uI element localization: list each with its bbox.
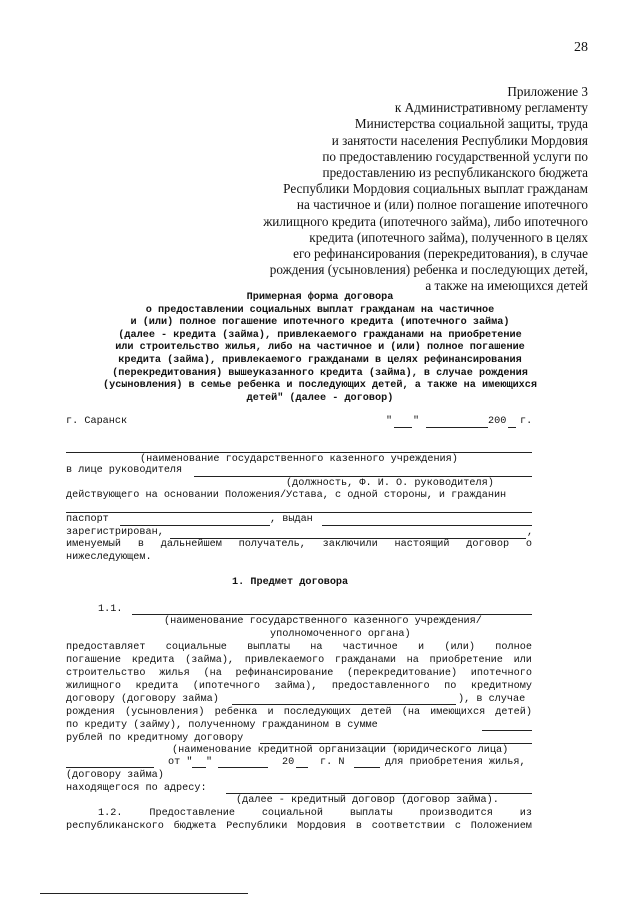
word: республиканского xyxy=(66,821,164,832)
word: дальнейшем xyxy=(160,539,222,550)
position-caption: (должность, Ф. И. О. руководителя) xyxy=(286,478,494,489)
date-suffix: г. xyxy=(520,416,533,427)
word: займа), xyxy=(274,681,318,692)
word: (усыновления) xyxy=(125,707,205,718)
p11-line-5a: договору (договору займа) xyxy=(66,694,219,705)
p11-line-9c: 20 xyxy=(282,757,295,768)
title-line: о предоставлении социальных выплат гражданам на частичное xyxy=(145,304,495,316)
word: ипотечного xyxy=(470,668,532,679)
word: детей) xyxy=(495,707,532,718)
word: рефинансирование xyxy=(235,668,334,679)
word: на xyxy=(310,642,323,653)
issued-by-field[interactable] xyxy=(322,525,532,526)
word: и xyxy=(267,707,274,718)
word: договор xyxy=(466,539,510,550)
title-line: детей" (далее - договор) xyxy=(246,392,394,404)
word: предоставленного xyxy=(331,681,430,692)
word: (на xyxy=(401,707,421,718)
passport-label: паспорт xyxy=(66,514,109,525)
appendix-line: предоставлению из республиканского бюджета xyxy=(322,165,588,181)
appendix-line: жилищного кредита (ипотечного займа), либо ипотечного xyxy=(263,213,588,229)
place: г. Саранск xyxy=(66,416,128,427)
title-line: кредита (займа), привлекаемого гражданами в целях рефинансирования xyxy=(118,354,522,366)
p11-line-9e: для приобретения жилья, xyxy=(385,757,526,768)
word: (на xyxy=(203,668,222,679)
in-person-label: в лице руководителя xyxy=(66,465,183,476)
p11-line-4 xyxy=(66,681,532,692)
word: 1.2. xyxy=(98,808,123,819)
word: привлекаемого xyxy=(244,655,325,666)
date-month-field[interactable] xyxy=(426,427,488,428)
date-day-field[interactable] xyxy=(394,427,412,428)
title-line: (далее - кредита (займа), привлекаемого гражданами на приобретение xyxy=(118,329,522,341)
p12-line-1 xyxy=(98,808,532,819)
word: именуемый xyxy=(66,539,122,550)
word: заключили xyxy=(322,539,378,550)
title-line: и (или) полное погашение ипотечного кредита (ипотечного займа) xyxy=(130,317,510,329)
word: и xyxy=(418,642,425,653)
p11-line-11: находящегося по адресу: xyxy=(66,783,207,794)
word: частичное xyxy=(342,642,398,653)
hereinafter-line xyxy=(66,539,532,550)
p11-line-10: (договору займа) xyxy=(66,770,164,781)
p11-line-6 xyxy=(66,707,532,718)
acting-text: действующего на основании Положения/Устава, с одной стороны, и гражданин xyxy=(66,490,507,501)
word: (или) xyxy=(444,642,475,653)
word: погашение xyxy=(66,655,122,666)
registered-label: зарегистрирован, xyxy=(66,527,164,538)
issued-label: , выдан xyxy=(270,514,313,525)
appendix-line: по предоставлению государственной услуги по xyxy=(322,148,588,164)
word: соответствии xyxy=(371,821,446,832)
title-line: (усыновления) в семье ребенка и последующих детей, а также на имеющихся xyxy=(102,380,538,392)
footnote-divider xyxy=(40,893,248,894)
section-1-title: 1. Предмет договора xyxy=(232,577,349,588)
date-quote-open: " xyxy=(386,416,393,427)
passport-number-field[interactable] xyxy=(120,525,270,526)
word: последующих xyxy=(283,707,351,718)
appendix-line: Приложение 3 xyxy=(507,84,588,99)
word: рождения xyxy=(66,707,115,718)
word: Положением xyxy=(470,821,532,832)
word: бюджета xyxy=(173,821,217,832)
agreement-n-field[interactable] xyxy=(354,767,380,768)
title-line: или строительство жилья, либо на частичное и (или) полное погашение xyxy=(115,342,525,354)
word: из xyxy=(519,808,532,819)
p11-institution-field[interactable] xyxy=(132,614,532,615)
word: кредита xyxy=(135,681,179,692)
word: кредита xyxy=(131,655,175,666)
appendix-line: и занятости населения Республики Мордовия xyxy=(331,132,588,148)
comma: , xyxy=(527,527,534,538)
word: полное xyxy=(495,642,532,653)
appendix-line: Министерства социальной защиты, труда xyxy=(354,116,588,132)
appendix-line: на частичное и (или) полное погашение ипотечного xyxy=(296,197,588,213)
word: о xyxy=(525,539,532,550)
title-line: Примерная форма договора xyxy=(246,292,394,303)
director-field[interactable] xyxy=(194,476,532,477)
title-line: (перекредитования) вышеуказанного кредита (займа), в случае рождения xyxy=(112,367,528,379)
word: выплаты xyxy=(247,642,290,653)
date-year-field[interactable] xyxy=(508,427,516,428)
p12-line-2 xyxy=(66,821,532,832)
p11-caption-2: уполномоченного органа) xyxy=(270,629,411,640)
p11-caption-3: (наименование кредитной организации (юридического лица) xyxy=(172,745,509,756)
agreement-month-field[interactable] xyxy=(218,767,268,768)
word: получатель, xyxy=(238,539,306,550)
p11-line-5b: ), в случае xyxy=(458,694,526,705)
p11-line-3 xyxy=(66,668,532,679)
appendix-line: кредита (ипотечного займа), полученного в целях xyxy=(309,229,588,245)
appendix-line: рождения (усыновления) ребенка и последующих детей, xyxy=(269,262,588,278)
word: выплаты xyxy=(349,808,393,819)
appendix-line: его рефинансирования (перекредитования), в случае xyxy=(293,246,588,262)
p11-line-2 xyxy=(66,655,532,666)
p11-line-9d: г. N xyxy=(320,757,345,768)
p11-line-1 xyxy=(66,642,532,653)
page-number: 28 xyxy=(574,40,588,55)
appendix-header xyxy=(263,84,588,295)
word: жилищного xyxy=(66,681,122,692)
word: по xyxy=(444,681,457,692)
word: имеющихся xyxy=(430,707,486,718)
word: (займа), xyxy=(185,655,235,666)
word: (ипотечного xyxy=(192,681,261,692)
appendix-line: Республики Мордовия социальных выплат гражданам xyxy=(283,181,588,197)
p11-caption-1: (наименование государственного казенного учреждения/ xyxy=(164,616,482,627)
word: на xyxy=(406,655,419,666)
word: жилья xyxy=(159,668,190,679)
institution-caption: (наименование государственного казенного учреждения) xyxy=(140,454,458,465)
following-text: нижеследующем. xyxy=(66,552,152,563)
loan-amount-field[interactable] xyxy=(482,730,532,731)
word: кредитному xyxy=(470,681,532,692)
date-quote-close: " xyxy=(413,416,420,427)
word: или xyxy=(513,655,532,666)
agreement-number-field[interactable] xyxy=(66,767,154,768)
word: Мордовия xyxy=(297,821,347,832)
word: в xyxy=(137,539,144,550)
agreement-day-field[interactable] xyxy=(192,767,206,768)
word: социальные xyxy=(165,642,227,653)
appendix-line: а также на имеющихся детей xyxy=(425,278,588,294)
word: ребенка xyxy=(214,707,258,718)
date-year-prefix: 200 xyxy=(488,416,507,427)
agreement-year-field[interactable] xyxy=(296,767,308,768)
p11-line-9b: " xyxy=(206,757,213,768)
word: строительство xyxy=(66,668,146,679)
citizen-name-field[interactable] xyxy=(66,512,532,513)
p11-line-9a: от " xyxy=(168,757,193,768)
word: с xyxy=(454,821,461,832)
word: Предоставление xyxy=(149,808,235,819)
p11-line-8: рублей по кредитному договору xyxy=(66,733,244,744)
word: настоящий xyxy=(394,539,450,550)
word: социальной xyxy=(261,808,323,819)
word: гражданами xyxy=(334,655,396,666)
loan-agreement-field[interactable] xyxy=(232,704,456,705)
credit-org-field[interactable] xyxy=(260,743,532,744)
p11-line-7: по кредиту (займу), полученному гражданином в сумме xyxy=(66,720,378,731)
word: (перекредитование) xyxy=(347,668,458,679)
word: в xyxy=(355,821,362,832)
institution-name-field[interactable] xyxy=(66,452,532,453)
property-address-field[interactable] xyxy=(226,793,532,794)
word: детей xyxy=(361,707,392,718)
p11-number: 1.1. xyxy=(98,604,123,615)
word: предоставляет xyxy=(66,642,146,653)
appendix-line: к Административному регламенту xyxy=(394,100,588,116)
p11-caption-4: (далее - кредитный договор (договор займа). xyxy=(236,795,499,806)
word: приобретение xyxy=(429,655,503,666)
word: Республики xyxy=(226,821,288,832)
document-title xyxy=(40,292,600,405)
word: производится xyxy=(419,808,493,819)
